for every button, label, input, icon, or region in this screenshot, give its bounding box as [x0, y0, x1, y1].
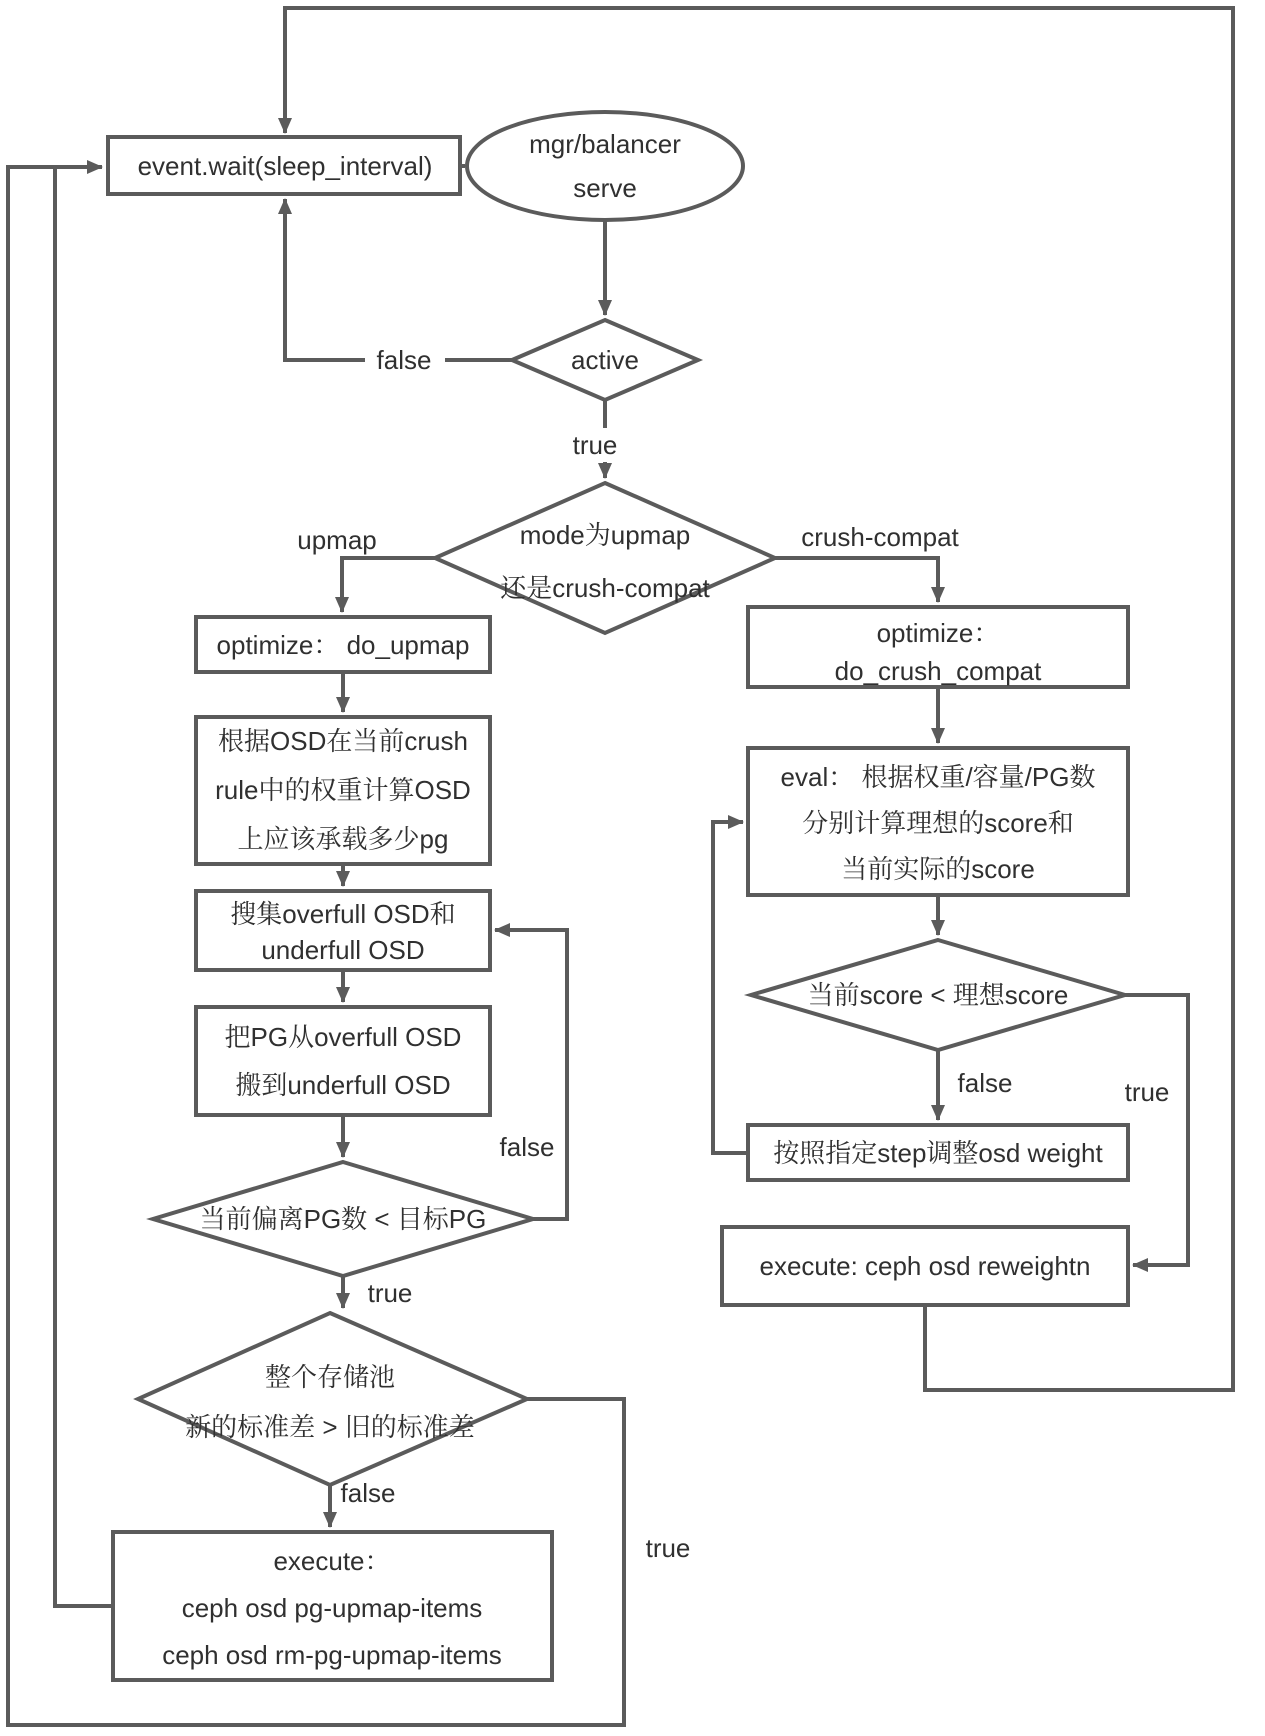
serve-line-1: mgr/balancer: [529, 129, 681, 159]
execute-reweightn-label: execute: ceph osd reweightn: [759, 1251, 1091, 1281]
calc-pg-line-3: 上应该承载多少pg: [237, 824, 449, 854]
collect-osd-line-1: 搜集overfull OSD和: [230, 899, 456, 929]
calc-pg-line-1: 根据OSD在当前crush: [218, 726, 468, 756]
active-true-label: true: [572, 430, 618, 460]
stddev-true-label: true: [645, 1533, 691, 1563]
collect-osd-line-2: underfull OSD: [261, 935, 425, 965]
event-wait-label: event.wait(sleep_interval): [137, 151, 433, 181]
decision-stddev: [138, 1313, 527, 1485]
eval-line-3: 当前实际的score: [841, 854, 1035, 884]
stddev-false-label: false: [340, 1478, 396, 1508]
edge-adjust-step-loop-to-eval: [713, 822, 748, 1153]
edge-execute-upmap-loop-to-event-wait: [55, 167, 113, 1606]
move-pg-line-1: 把PG从overfull OSD: [224, 1022, 462, 1052]
pg-true-label: true: [367, 1278, 413, 1308]
stddev-line-1: 整个存储池: [264, 1362, 396, 1392]
optimize-compat-line-2: do_crush_compat: [834, 656, 1042, 686]
score-false-label: false: [957, 1068, 1013, 1098]
pg-false-label: false: [499, 1132, 555, 1162]
active-label: active: [571, 345, 639, 375]
edge-mode-upmap-branch: [342, 558, 435, 612]
optimize-upmap-label: optimize： do_upmap: [216, 630, 470, 660]
edge-pg-false-loop-to-collect: [495, 930, 567, 1219]
execute-upmap-line-1: execute：: [273, 1546, 391, 1576]
adjust-step-label: 按照指定step调整osd weight: [773, 1138, 1103, 1168]
move-pg-line-2: 搬到underfull OSD: [235, 1070, 451, 1100]
pg-check-label: 当前偏离PG数 < 目标PG: [199, 1204, 487, 1234]
stddev-line-2: 新的标准差 > 旧的标准差: [185, 1412, 475, 1442]
edge-active-false-to-event-wait: [285, 199, 512, 360]
optimize-compat-line-1: optimize：: [876, 618, 1000, 648]
eval-line-1: eval： 根据权重/容量/PG数: [780, 762, 1096, 792]
edge-reweightn-loop-to-event-wait: [285, 8, 1233, 1390]
mode-line-2: 还是crush-compat: [500, 573, 710, 603]
edge-score-true-to-reweightn: [1125, 995, 1188, 1265]
execute-upmap-line-2: ceph osd pg-upmap-items: [181, 1593, 483, 1623]
decision-mode: [435, 483, 775, 633]
edge-mode-crush-compat-branch: [775, 558, 938, 602]
mode-upmap-label: upmap: [297, 525, 377, 555]
execute-upmap-line-3: ceph osd rm-pg-upmap-items: [162, 1640, 502, 1670]
score-true-label: true: [1124, 1077, 1170, 1107]
active-false-label: false: [376, 345, 432, 375]
mode-crush-compat-label: crush-compat: [801, 522, 959, 552]
score-check-label: 当前score < 理想score: [807, 980, 1069, 1010]
calc-pg-line-2: rule中的权重计算OSD: [215, 775, 471, 805]
serve-line-2: serve: [573, 173, 637, 203]
eval-line-2: 分别计算理想的score和: [802, 808, 1074, 838]
mode-line-1: mode为upmap: [519, 520, 691, 550]
